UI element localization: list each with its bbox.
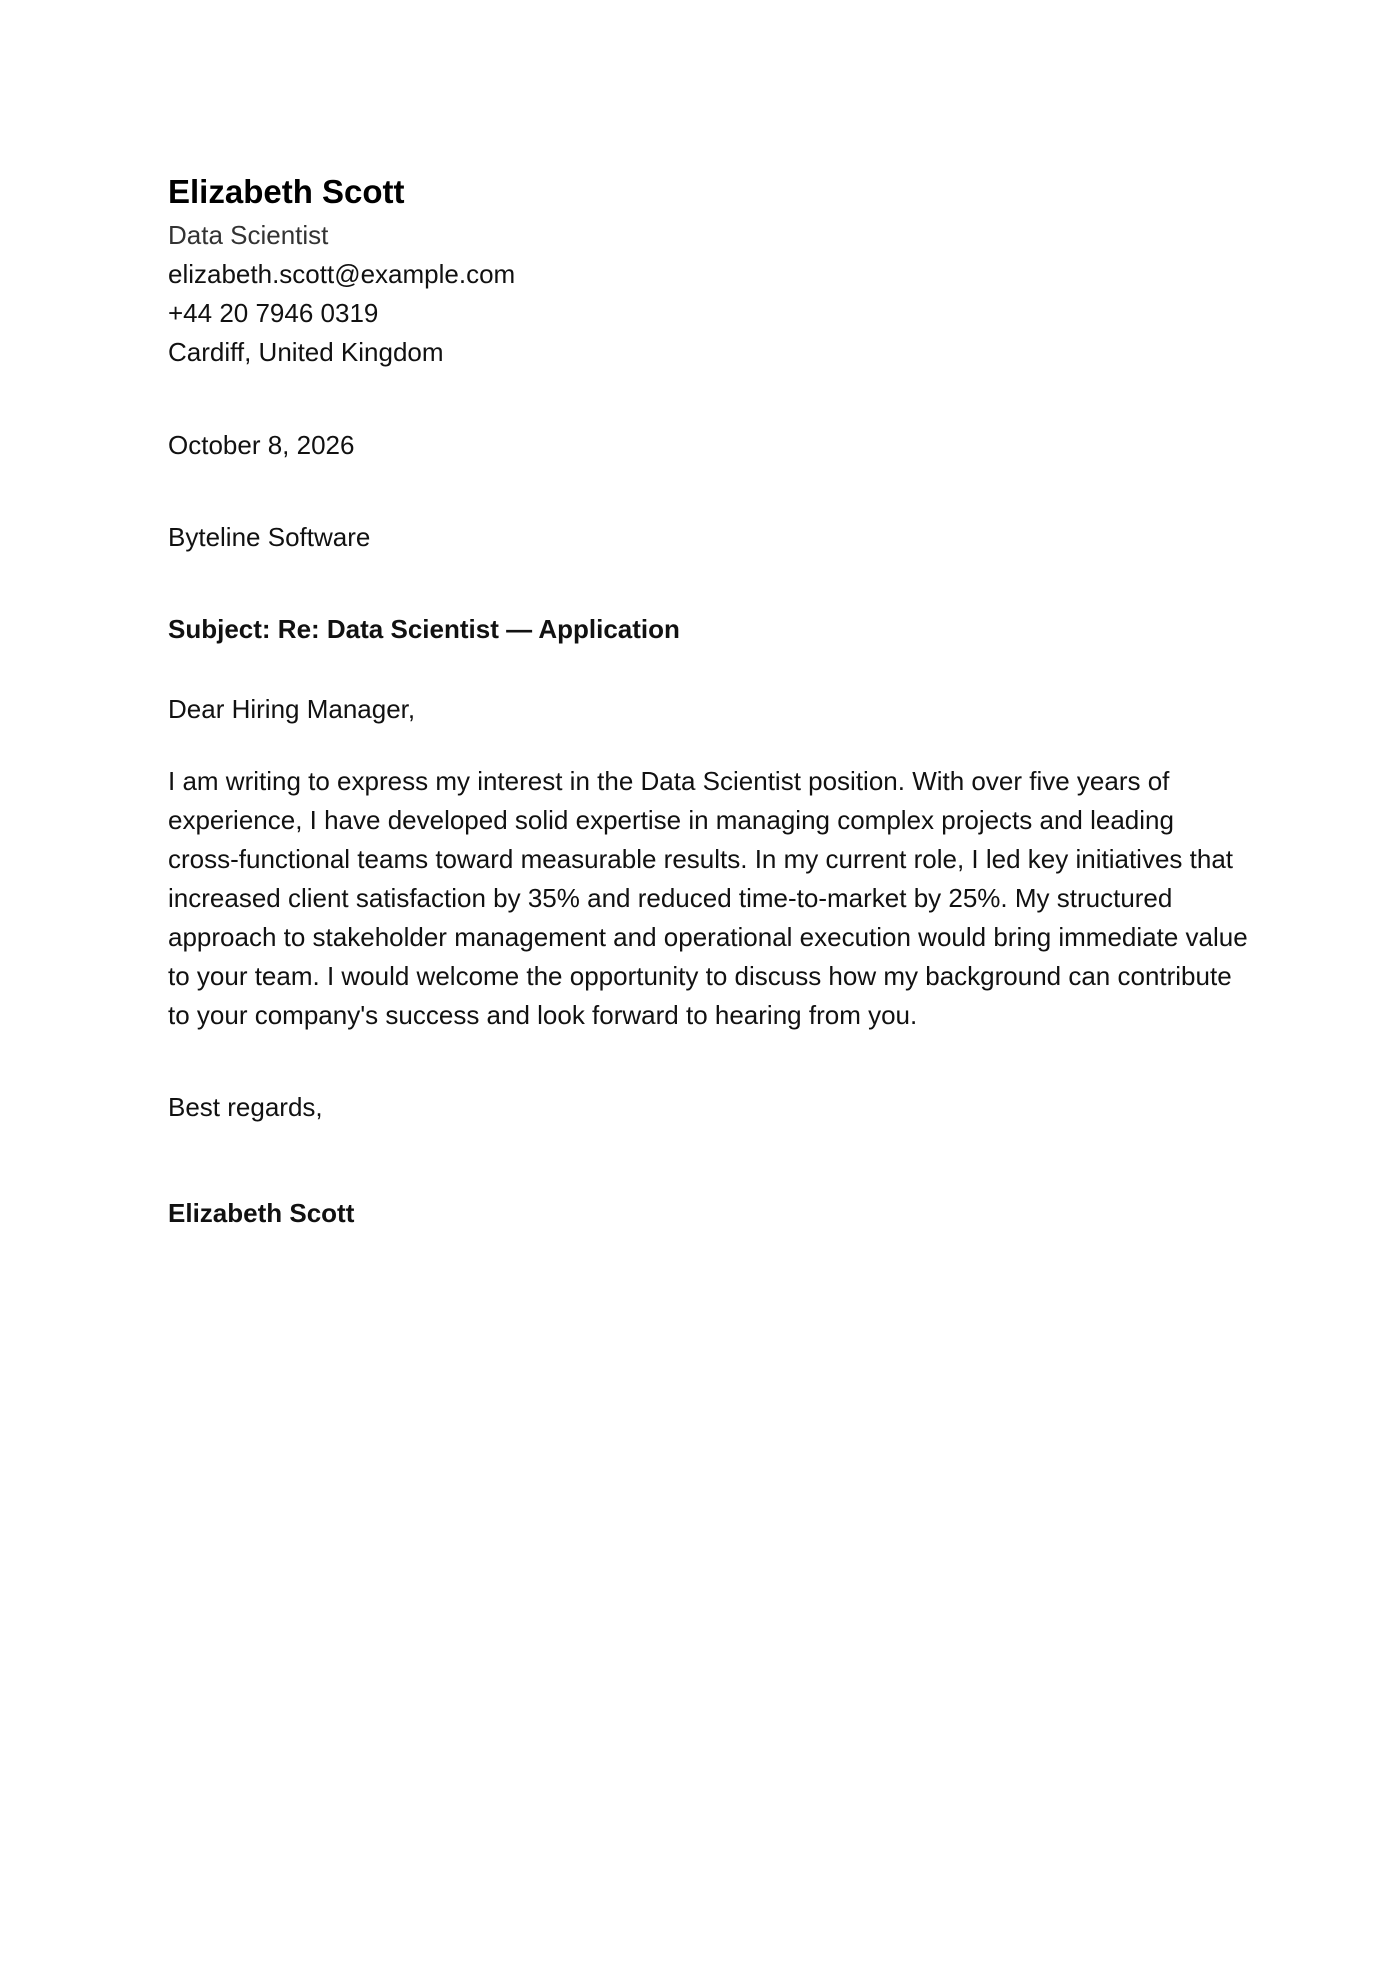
sender-location: Cardiff, United Kingdom <box>168 337 444 367</box>
letter-closing: Best regards, <box>168 1092 323 1122</box>
letter-subject: Subject: Re: Data Scientist — Application <box>168 614 680 644</box>
letter-salutation: Dear Hiring Manager, <box>168 694 416 724</box>
sender-email: elizabeth.scott@example.com <box>168 259 516 289</box>
letter-signature: Elizabeth Scott <box>168 1198 355 1228</box>
sender-name: Elizabeth Scott <box>168 173 405 210</box>
sender-phone: +44 20 7946 0319 <box>168 298 379 328</box>
letter-date: October 8, 2026 <box>168 430 355 460</box>
sender-job-title: Data Scientist <box>168 220 329 250</box>
letter-body-paragraph: I am writing to express my interest in the Data Scientist position. With over five years of experience, I have developed solid expertise in managing complex projects and leading cross-functional teams toward measurable results. In my current role, I led key initiatives that increased client satisfaction by 35% and reduced time-to-market by 25%. My structured approach to stakeholder management and operational execution would bring immediate value to your team. I would welcome the opportunity to discuss how my background can contribute to your company's success and look forward to hearing from you. <box>168 766 1248 1030</box>
sender-header <box>168 172 1240 372</box>
recipient-company: Byteline Software <box>168 522 371 552</box>
